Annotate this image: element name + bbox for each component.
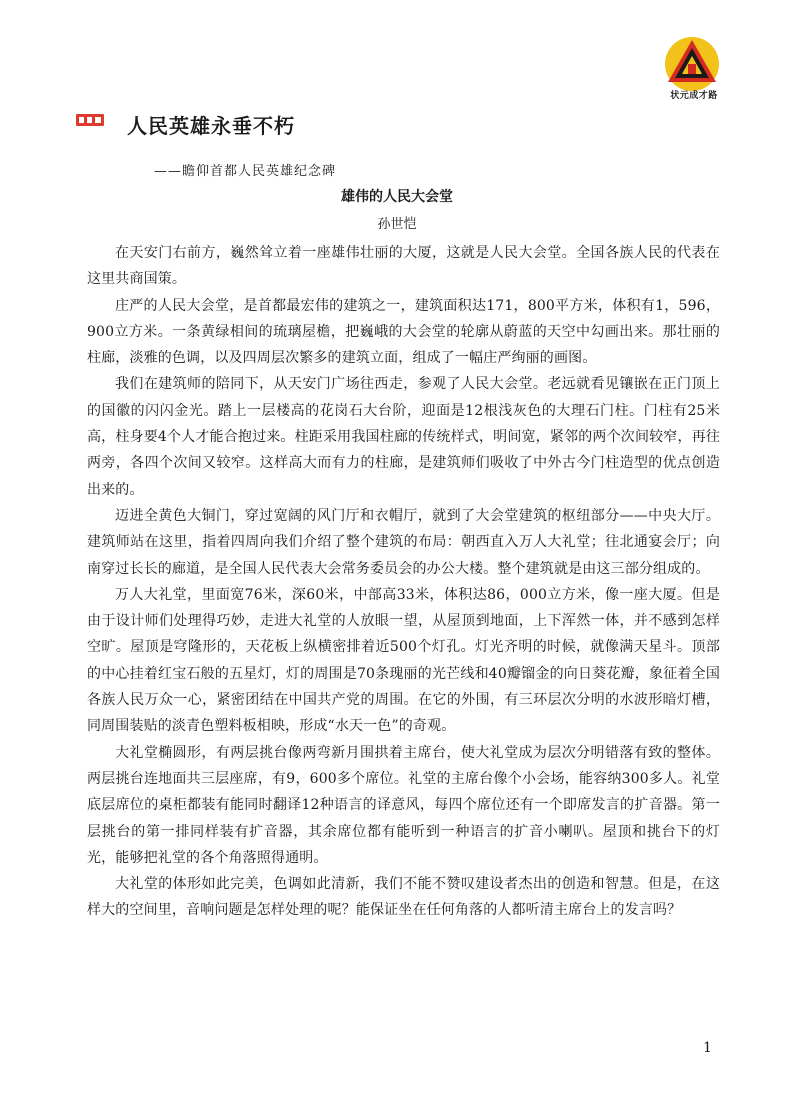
logo-text: 状元成才路 <box>670 91 718 101</box>
paragraph: 迈进全黄色大铜门，穿过宽阔的风门厅和衣帽厅，就到了大会堂建筑的枢纽部分——中央大厅。建筑师站在这里，指着四周向我们介绍了整个建筑的布局：朝西直入万人大礼堂；往北通宴会厅；向南穿过长长的廊道，是全国人民代表大会常务委员会的办公大楼。整个建筑就是由这三部分组成的。 <box>87 507 720 577</box>
subtitle: ——瞻仰首都人民英雄纪念碑 <box>154 164 337 179</box>
article-body <box>87 240 720 924</box>
author: 孙世恺 <box>377 217 417 232</box>
section-badge-icon <box>76 114 104 126</box>
paragraph: 万人大礼堂，里面宽76米，深60米，中部高33米，体积达86，000立方米，像一座大厦。但是由于设计师们处理得巧妙，走进大礼堂的人放眼一望，从屋顶到地面，上下浑然一体，并不感到怎样空旷。屋顶是穹隆形的，天花板上纵横密排着近500个灯孔。灯光齐明的时候，就像满天星斗。顶部的中心挂着红宝石般的五星灯，灯的周围是70条瑰丽的光芒线和40瓣镏金的向日葵花瓣，象征着全国各族人民万众一心，紧密团结在中国共产党的周围。在它的外围，有三环层次分明的水波形暗灯槽，同周围装贴的淡青色塑料板相映，形成“水天一色”的奇观。 <box>87 586 720 735</box>
publisher-logo-icon <box>662 34 722 94</box>
article-title: 雄伟的人民大会堂 <box>341 189 453 205</box>
paragraph: 大礼堂的体形如此完美，色调如此清新，我们不能不赞叹建设者杰出的创造和智慧。但是，在这样大的空间里，音响问题是怎样处理的呢？能保证坐在任何角落的人都听清主席台上的发言吗？ <box>87 876 720 919</box>
paragraph: 我们在建筑师的陪同下，从天安门广场往西走，参观了人民大会堂。老远就看见镶嵌在正门顶上的国徽的闪闪金光。踏上一层楼高的花岗石大台阶，迎面是12根浅灰色的大理石门柱。门柱有25米高，柱身要4个人才能合抱过来。柱距采用我国柱廊的传统样式，明间宽，紧邻的两个次间较窄，再往两旁，各四个次间又较窄。这样高大而有力的柱廊，是建筑师们吸收了中外古今门柱造型的优点创造出来的。 <box>87 376 720 498</box>
paragraph: 在天安门右前方，巍然耸立着一座雄伟壮丽的大厦，这就是人民大会堂。全国各族人民的代表在这里共商国策。 <box>87 245 720 288</box>
page-number: 1 <box>703 1040 712 1056</box>
main-title: 人民英雄永垂不朽 <box>127 114 295 138</box>
paragraph: 大礼堂椭圆形，有两层挑台像两弯新月围拱着主席台，使大礼堂成为层次分明错落有致的整体。两层挑台连地面共三层座席，有9，600多个席位。礼堂的主席台像个小会场，能容纳300多人。礼堂底层席位的桌柜都装有能同时翻译12种语言的译意风，每四个席位还有一个即席发言的扩音器。第一层挑台的第一排同样装有扩音器，其余席位都有能听到一种语言的扩音小喇叭。屋顶和挑台下的灯光，能够把礼堂的各个角落照得通明。 <box>87 744 720 866</box>
paragraph: 庄严的人民大会堂，是首都最宏伟的建筑之一，建筑面积达171，800平方米，体积有1，596，900立方米。一条黄绿相间的琉璃屋檐，把巍峨的大会堂的轮廓从蔚蓝的天空中勾画出来。那壮丽的柱廊，淡雅的色调，以及四周层次繁多的建筑立面，组成了一幅庄严绚丽的画图。 <box>87 297 720 367</box>
